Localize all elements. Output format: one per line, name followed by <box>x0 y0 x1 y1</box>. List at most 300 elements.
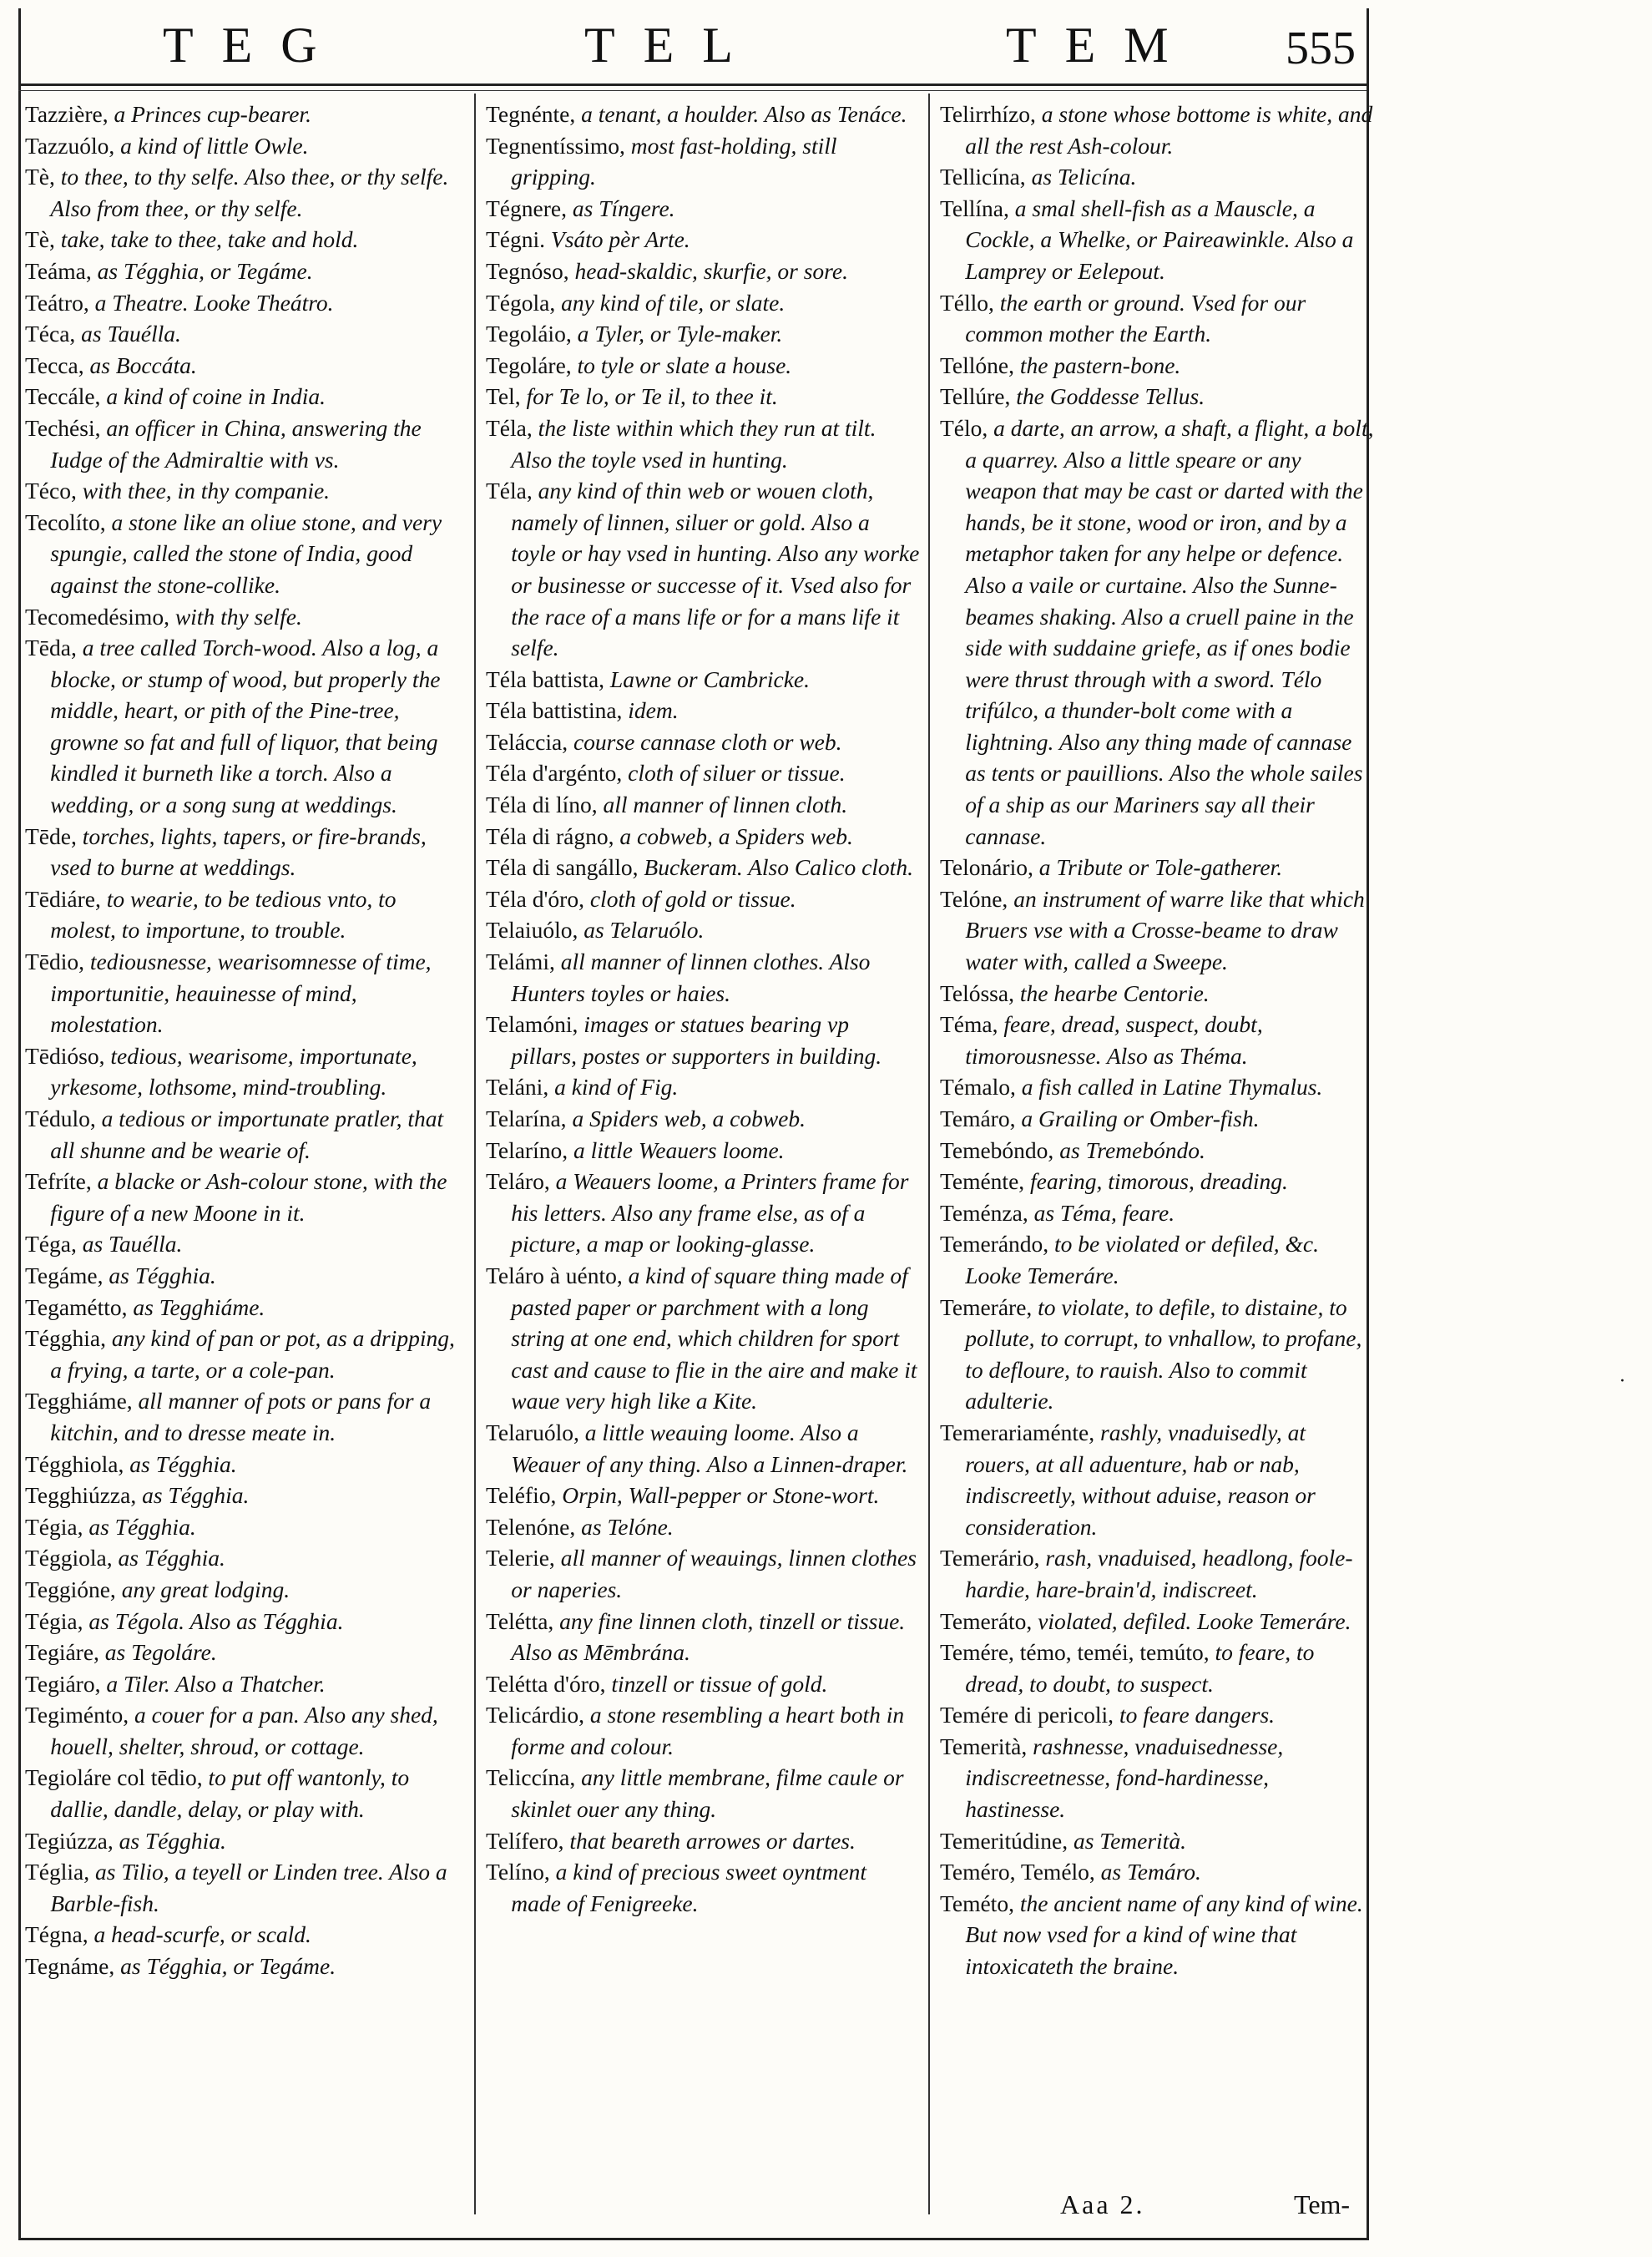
dictionary-entry <box>486 130 920 193</box>
dictionary-entry <box>940 883 1374 978</box>
entry-definition: a darte, an arrow, a shaft, a flight, a bolt, a quarrey. Also a little speare or any weapon that may be cast or darted with the hands, be it stone, wood or iron, and by a metaphor taken for any helpe or defence. Also a vaile or curtaine. Also the Sunne-beames shaking. Also a cruell paine in the side with suddaine griefe, as if ones bodie were thrust through with a sword. Télo trifúlco, a thunder-bolt come with a lightning. Also any thing made of cannase as tents or pauillions. Also the whole sailes of a ship as our Mariners say all their cannase. <box>965 414 1374 849</box>
entry-definition: as Tilio, a teyell or Linden tree. Also a Barble-fish. <box>50 1859 447 1916</box>
entry-headword: Téco, <box>25 478 77 504</box>
entry-definition: a blacke or Ash-colour stone, with the figure of a new Moone in it. <box>50 1168 447 1226</box>
dictionary-entry <box>486 883 920 915</box>
entry-definition: any kind of tile, or slate. <box>555 289 786 316</box>
entry-headword: Temáro, <box>940 1106 1016 1131</box>
dictionary-entry <box>486 1511 920 1543</box>
header-left: TEG <box>163 18 346 73</box>
entry-definition: to tyle or slate a house. <box>571 352 792 378</box>
entry-definition: all manner of linnen clothes. Also Hunters toyles or haies. <box>511 949 871 1006</box>
entry-definition: a kind of little Owle. <box>114 132 309 159</box>
entry-definition: a Weauers loome, a Printers frame for his letters. Also any frame else, as of a picture, a map or looking-glasse. <box>511 1168 909 1258</box>
entry-definition: violated, defiled. Looke Temeráre. <box>1032 1607 1351 1634</box>
dictionary-entry <box>25 1449 459 1480</box>
entry-headword: Tè, <box>25 226 55 253</box>
entry-definition: to feare dangers. <box>1114 1702 1276 1728</box>
entry-definition: a smal shell-fish as a Mauscle, a Cockle, a Whelke, or Paireawinkle. Also a Lamprey or Eelepout. <box>965 195 1354 284</box>
entry-definition: as Telóne. <box>575 1513 674 1540</box>
entry-definition: a couer for a pan. Also any shed, houell, shelter, shroud, or cottage. <box>50 1702 438 1759</box>
entry-headword: Telámi, <box>486 949 555 975</box>
dictionary-entry <box>486 318 920 350</box>
dictionary-entry <box>25 1228 459 1260</box>
dictionary-entry <box>486 1103 920 1135</box>
dictionary-entry <box>486 914 920 946</box>
dictionary-entry <box>25 1637 459 1668</box>
catchword: Tem- <box>1294 2189 1351 2219</box>
entry-definition: feare, dread, suspect, doubt, timorousnesse. Also as Théma. <box>965 1011 1263 1069</box>
entry-definition: the liste within which they run at tilt. Also the toyle vsed in hunting. <box>511 414 877 473</box>
entry-headword: Téla d'óro, <box>486 885 584 912</box>
dictionary-entry <box>486 1480 920 1511</box>
entry-definition: as Tegoláre. <box>99 1639 217 1666</box>
entry-headword: Téllo, <box>940 289 994 316</box>
entry-headword: Téla battista, <box>486 665 605 692</box>
dictionary-entry <box>486 1135 920 1166</box>
entry-definition: as Tauélla. <box>75 321 181 347</box>
dictionary-entry <box>940 1417 1374 1542</box>
dictionary-entry <box>486 1699 920 1762</box>
dictionary-entry <box>486 1606 920 1668</box>
entry-definition: idem. <box>622 697 679 724</box>
entry-definition: a Tribute or Tole-gatherer. <box>1033 854 1283 881</box>
entry-headword: Téla, <box>486 414 533 441</box>
entry-headword: Tégna, <box>25 1921 88 1948</box>
entry-headword: Tefríte, <box>25 1168 92 1195</box>
margin-mark: · <box>1619 1371 1625 1392</box>
dictionary-entry <box>25 632 459 821</box>
entry-headword: Temeráto, <box>940 1607 1033 1634</box>
entry-definition: a Spiders web, a cobweb. <box>566 1106 806 1131</box>
entry-definition: as Tégghia. <box>83 1513 196 1540</box>
entry-definition: as Téma, feare. <box>1028 1199 1175 1226</box>
entry-definition: to violate, to defile, to distaine, to pollute, to corrupt, to vnhallow, to profane, to defloure, to rauish. Also to commit adulterie. <box>965 1293 1362 1414</box>
entry-definition: the hearbe Centorie. <box>1013 979 1210 1006</box>
entry-definition: any fine linnen cloth, tinzell or tissue. Also as Mēmbrána. <box>511 1607 906 1666</box>
dictionary-entry <box>486 789 920 821</box>
entry-headword: Temeritúdine, <box>940 1827 1068 1854</box>
dictionary-entry <box>25 821 459 883</box>
entry-headword: Tegghiúzza, <box>25 1482 137 1509</box>
entry-headword: Tè, <box>25 164 55 190</box>
dictionary-entry <box>486 757 920 789</box>
entry-headword: Teméro, Temélo, <box>940 1859 1095 1885</box>
entry-headword: Téla di sangállo, <box>486 854 639 881</box>
dictionary-entry <box>940 1699 1374 1731</box>
dictionary-entry <box>940 287 1374 350</box>
entry-definition: a tedious or importunate pratler, that all shunne and be wearie of. <box>50 1106 444 1163</box>
entry-headword: Tegoláre, <box>486 352 572 378</box>
dictionary-entry <box>25 946 459 1040</box>
entry-headword: Telaríno, <box>486 1136 568 1163</box>
entry-headword: Telétta d'óro, <box>486 1670 606 1697</box>
entry-definition: torches, lights, tapers, or fire-brands, vsed to burne at weddings. <box>50 822 427 881</box>
entry-headword: Téla battistina, <box>486 697 623 724</box>
dictionary-entry <box>940 1166 1374 1197</box>
entry-definition: Buckeram. Also Calico cloth. <box>638 854 913 881</box>
dictionary-entry <box>940 1009 1374 1071</box>
dictionary-entry <box>940 193 1374 287</box>
dictionary-entry <box>940 412 1374 852</box>
entry-headword: Temerándo, <box>940 1231 1049 1258</box>
dictionary-entry <box>486 1071 920 1103</box>
column-2 <box>486 99 920 2203</box>
entry-definition: tedious, wearisome, importunate, yrkesome, lothsome, mind-troubling. <box>50 1042 417 1101</box>
dictionary-entry <box>25 1574 459 1606</box>
column-divider-1 <box>474 94 476 2214</box>
entry-headword: Tegiáre, <box>25 1639 99 1666</box>
dictionary-entry <box>25 1856 459 1919</box>
entry-definition: a stone whose bottome is white, and all the rest Ash-colour. <box>965 101 1373 159</box>
entry-headword: Teláni, <box>486 1074 549 1101</box>
dictionary-entry <box>940 350 1374 382</box>
header-rule <box>18 83 1367 86</box>
dictionary-entry <box>25 318 459 350</box>
dictionary-entry <box>940 978 1374 1010</box>
dictionary-entry <box>940 1228 1374 1291</box>
entry-definition: as Tégghia. <box>113 1827 226 1854</box>
dictionary-entry <box>486 193 920 225</box>
entry-definition: a tenant, a houlder. Also as Tenáce. <box>575 101 907 127</box>
dictionary-entry <box>486 1542 920 1605</box>
dictionary-entry <box>25 1951 459 1982</box>
dictionary-entry <box>486 287 920 319</box>
dictionary-entry <box>25 256 459 287</box>
entry-headword: Telétta, <box>486 1607 554 1634</box>
entry-definition: a kind of square thing made of pasted paper or parchment with a long string at one end, which children for sport cast and cause to flie in the aire and make it waue very high like a Kite. <box>511 1262 917 1414</box>
dictionary-entry <box>25 1606 459 1637</box>
entry-definition: as Tíngere. <box>566 195 675 221</box>
entry-headword: Tegghiáme, <box>25 1388 133 1414</box>
entry-headword: Tēdio, <box>25 949 85 975</box>
dictionary-entry <box>25 507 459 601</box>
dictionary-entry <box>25 1542 459 1574</box>
entry-headword: Tegamétto, <box>25 1293 128 1320</box>
entry-definition: fearing, timorous, dreading. <box>1024 1168 1288 1195</box>
entry-headword: Teménte, <box>940 1168 1025 1195</box>
entry-headword: Tegnentíssimo, <box>486 132 625 159</box>
entry-headword: Téggiola, <box>25 1545 113 1571</box>
dictionary-entry <box>940 161 1374 193</box>
entry-definition: a fish called in Latine Thymalus. <box>1015 1074 1323 1101</box>
entry-headword: Telarína, <box>486 1106 567 1131</box>
entry-definition: a stone resembling a heart both in forme and colour. <box>511 1702 905 1759</box>
entry-headword: Temére, témo, teméi, temúto, <box>940 1639 1210 1666</box>
entry-definition: any great lodging. <box>115 1576 290 1602</box>
entry-definition: as Tégghia, or Tegáme. <box>91 257 313 284</box>
entry-definition: with thy selfe. <box>169 603 302 630</box>
entry-headword: Tellóne, <box>940 352 1014 378</box>
signature-mark: Aaa 2. <box>1060 2189 1145 2219</box>
entry-definition: that beareth arrowes or dartes. <box>563 1827 856 1854</box>
entry-definition: a Tyler, or Tyle-maker. <box>571 321 783 347</box>
entry-headword: Temére di pericoli, <box>940 1702 1114 1728</box>
dictionary-entry <box>25 1166 459 1228</box>
entry-headword: Tegnóso, <box>486 257 569 284</box>
entry-headword: Telirrhízo, <box>940 101 1036 127</box>
entry-definition: as Temerità. <box>1068 1827 1186 1854</box>
entry-definition: head-skaldic, skurfie, or sore. <box>568 257 848 284</box>
entry-definition: any kind of thin web or wouen cloth, namely of linnen, siluer or gold. Also a toyle or hay vsed in hunting. Also any worke or businesse or successe of it. Vsed also for the race of a mans life or for a mans life it selfe. <box>511 478 920 661</box>
dictionary-entry <box>486 224 920 256</box>
entry-definition: to feare, to dread, to doubt, to suspect. <box>965 1639 1315 1697</box>
dictionary-entry <box>486 1166 920 1260</box>
entry-definition: an officer in China, answering the Iudge of the Admiraltie with vs. <box>50 414 422 473</box>
dictionary-entry <box>25 1260 459 1292</box>
entry-headword: Tellúre, <box>940 383 1011 410</box>
entry-headword: Temerariaménte, <box>940 1419 1095 1445</box>
entry-headword: Telaruólo, <box>486 1419 579 1445</box>
entry-headword: Tégni. <box>486 226 546 253</box>
entry-definition: a cobweb, a Spiders web. <box>614 822 853 849</box>
dictionary-entry <box>486 1825 920 1857</box>
entry-definition: a kind of precious sweet oyntment made of Fenigreeke. <box>511 1859 867 1916</box>
entry-definition: to thee, to thy selfe. Also thee, or thy selfe. Also from thee, or thy selfe. <box>50 164 449 221</box>
entry-definition: images or statues bearing vp pillars, postes or supporters in building. <box>511 1011 882 1069</box>
entry-definition: the ancient name of any kind of wine. But now vsed for a kind of wine that intoxicateth the braine. <box>965 1890 1363 1980</box>
entry-headword: Tēda, <box>25 635 77 661</box>
entry-definition: as Tremebóndo. <box>1053 1136 1205 1163</box>
entry-headword: Tégghiola, <box>25 1450 124 1477</box>
entry-headword: Temebóndo, <box>940 1136 1054 1163</box>
entry-definition: as Tégghia. <box>124 1450 237 1477</box>
entry-headword: Tegáme, <box>25 1262 104 1288</box>
dictionary-entry <box>486 350 920 382</box>
entry-headword: Tegiúzza, <box>25 1827 114 1854</box>
dictionary-entry <box>25 1668 459 1700</box>
header-rule-thin <box>18 90 1367 91</box>
entry-definition: as Tégghia, or Tegáme. <box>114 1953 336 1980</box>
entry-headword: Teláccia, <box>486 728 568 755</box>
entry-headword: Tecca, <box>25 352 84 378</box>
entry-headword: Tellína, <box>940 195 1009 221</box>
entry-headword: Tégghia, <box>25 1325 106 1352</box>
entry-headword: Telíno, <box>486 1859 550 1885</box>
dictionary-entry <box>486 821 920 853</box>
entry-definition: all manner of pots or pans for a kitchin, and to dresse meate in. <box>50 1388 432 1445</box>
dictionary-entry <box>486 1856 920 1919</box>
entry-headword: Tegnénte, <box>486 101 576 127</box>
entry-definition: a Grailing or Omber-fish. <box>1015 1106 1260 1131</box>
dictionary-entry <box>486 1260 920 1417</box>
entry-headword: Télo, <box>940 414 988 441</box>
entry-headword: Téga, <box>25 1231 77 1258</box>
entry-definition: as Temáro. <box>1094 1859 1201 1885</box>
dictionary-entry <box>25 381 459 412</box>
dictionary-entry <box>940 1135 1374 1166</box>
dictionary-entry <box>25 601 459 633</box>
dictionary-entry <box>486 1668 920 1700</box>
entry-headword: Tecolíto, <box>25 509 106 535</box>
entry-definition: to put off wantonly, to dallie, dandle, delay, or play with. <box>50 1764 410 1823</box>
dictionary-entry <box>940 1888 1374 1982</box>
entry-headword: Tecomedésimo, <box>25 603 169 630</box>
entry-definition: the Goddesse Tellus. <box>1010 383 1205 410</box>
entry-definition: as Telicína. <box>1025 164 1137 190</box>
dictionary-entry <box>940 1071 1374 1103</box>
dictionary-entry <box>486 256 920 287</box>
entry-headword: Tégnere, <box>486 195 567 221</box>
entry-headword: Tégia, <box>25 1513 83 1540</box>
entry-headword: Téma, <box>940 1011 998 1038</box>
entry-headword: Temeráre, <box>940 1293 1033 1320</box>
entry-headword: Teáma, <box>25 257 92 284</box>
entry-definition: most fast-holding, still gripping. <box>511 132 837 190</box>
entry-definition: as Tégghia. <box>112 1545 225 1571</box>
entry-definition: as Tégghia. <box>103 1262 216 1288</box>
dictionary-entry <box>25 1480 459 1511</box>
entry-definition: a tree called Torch-wood. Also a log, a blocke, or stump of wood, but properly the middle, heart, or pith of the Pine-tree, growne so fat and full of liquor, that being kindled it burneth like a torch. Also a wedding, or a song sung at weddings. <box>50 635 441 818</box>
dictionary-entry <box>25 1040 459 1103</box>
entry-definition: course cannase cloth or web. <box>568 728 842 755</box>
dictionary-entry <box>486 1762 920 1824</box>
dictionary-entry <box>486 99 920 130</box>
dictionary-entry <box>25 883 459 946</box>
entry-headword: Teliccína, <box>486 1764 576 1791</box>
entry-definition: a head-scurfe, or scald. <box>88 1921 311 1948</box>
entry-headword: Teláro à uénto, <box>486 1262 623 1288</box>
dictionary-entry <box>486 852 920 883</box>
dictionary-entry <box>25 99 459 130</box>
dictionary-entry <box>486 726 920 758</box>
entry-definition: Lawne or Cambricke. <box>604 665 810 692</box>
dictionary-entry <box>940 1292 1374 1417</box>
entry-headword: Teláro, <box>486 1168 550 1195</box>
column-divider-2 <box>928 94 930 2214</box>
entry-definition: as Boccáta. <box>83 352 197 378</box>
entry-headword: Tegoláio, <box>486 321 572 347</box>
entry-headword: Temerità, <box>940 1733 1028 1759</box>
entry-headword: Telerie, <box>486 1545 555 1571</box>
entry-headword: Teménza, <box>940 1199 1028 1226</box>
dictionary-entry <box>486 1417 920 1480</box>
dictionary-entry <box>25 1323 459 1385</box>
entry-definition: as Tégghia. <box>136 1482 250 1509</box>
entry-definition: as Tégola. Also as Tégghia. <box>83 1607 344 1634</box>
entry-headword: Telóne, <box>940 885 1008 912</box>
dictionary-entry <box>486 946 920 1009</box>
dictionary-entry <box>940 99 1374 161</box>
entry-definition: the earth or ground. Vsed for our common mother the Earth. <box>965 289 1306 347</box>
dictionary-entry <box>486 695 920 726</box>
entry-definition: a stone like an oliue stone, and very spungie, called the stone of India, good against the stone-collike. <box>50 509 442 598</box>
entry-definition: a Princes cup-bearer. <box>108 101 311 127</box>
dictionary-entry <box>486 475 920 664</box>
entry-headword: Tegnáme, <box>25 1953 115 1980</box>
entry-headword: Tegiménto, <box>25 1702 129 1728</box>
entry-headword: Tégola, <box>486 289 556 316</box>
dictionary-entry <box>486 1009 920 1071</box>
dictionary-entry <box>486 381 920 412</box>
dictionary-entry <box>940 1825 1374 1857</box>
dictionary-entry <box>25 287 459 319</box>
entry-definition: cloth of siluer or tissue. <box>622 760 846 787</box>
entry-headword: Telamóni, <box>486 1011 578 1038</box>
dictionary-entry <box>940 381 1374 412</box>
entry-definition: a Tiler. Also a Thatcher. <box>100 1670 326 1697</box>
dictionary-entry <box>25 1385 459 1448</box>
entry-headword: Telífero, <box>486 1827 564 1854</box>
entry-definition: a little weauing loome. Also a Weauer of any thing. Also a Linnen-draper. <box>511 1419 908 1477</box>
column-1 <box>25 99 459 2203</box>
entry-definition: a kind of Fig. <box>548 1074 679 1101</box>
entry-headword: Teléfio, <box>486 1482 557 1509</box>
header-right: TEM <box>1006 18 1197 73</box>
entry-definition: to wearie, to be tedious vnto, to molest, to importune, to trouble. <box>50 885 397 944</box>
entry-headword: Telicárdio, <box>486 1702 584 1728</box>
entry-definition: all manner of linnen cloth. <box>597 792 848 818</box>
dictionary-entry <box>25 350 459 382</box>
dictionary-entry <box>25 1919 459 1951</box>
dictionary-entry <box>940 1731 1374 1825</box>
entry-headword: Tazzuólo, <box>25 132 115 159</box>
column-3 <box>940 99 1374 2203</box>
entry-headword: Techési, <box>25 414 101 441</box>
entry-definition: Orpin, Wall-pepper or Stone-wort. <box>556 1482 880 1509</box>
entry-headword: Tegioláre col tēdio, <box>25 1764 203 1791</box>
entry-definition: rashnesse, vnaduisednesse, indiscreetnesse, fond-hardinesse, hastinesse. <box>965 1733 1284 1823</box>
dictionary-entry <box>25 161 459 224</box>
entry-headword: Tēdióso, <box>25 1042 105 1069</box>
entry-definition: for Te lo, or Te il, to thee it. <box>520 383 778 410</box>
dictionary-entry <box>25 475 459 507</box>
entry-definition: as Telaruólo. <box>578 917 705 944</box>
entry-definition: any kind of pan or pot, as a dripping, a frying, a tarte, or a cole-pan. <box>50 1325 455 1383</box>
entry-definition: to be violated or defiled, &c. Looke Temeráre. <box>965 1231 1319 1288</box>
entry-definition: as Tegghiáme. <box>127 1293 265 1320</box>
entry-headword: Tazzière, <box>25 101 109 127</box>
page-number: 555 <box>1286 23 1356 74</box>
entry-headword: Teccále, <box>25 383 101 410</box>
dictionary-entry <box>25 412 459 475</box>
entry-definition: rashly, vnaduisedly, at rouers, at all aduenture, hab or nab, indiscreetly, without aduise, reason or consideration. <box>965 1419 1316 1540</box>
entry-definition: cloth of gold or tissue. <box>584 885 796 912</box>
entry-definition: a little Weauers loome. <box>568 1136 785 1163</box>
dictionary-entry <box>940 1856 1374 1888</box>
entry-definition: a Theatre. Looke Theátro. <box>88 289 334 316</box>
entry-headword: Telaiuólo, <box>486 917 578 944</box>
entry-headword: Téca, <box>25 321 76 347</box>
entry-definition: with thee, in thy companie. <box>76 478 331 504</box>
dictionary-entry <box>25 1762 459 1824</box>
entry-definition: Vsáto pèr Arte. <box>545 226 690 253</box>
dictionary-entry <box>25 224 459 256</box>
dictionary-entry <box>940 852 1374 883</box>
entry-headword: Téla di rágno, <box>486 822 614 849</box>
entry-headword: Tegiáro, <box>25 1670 101 1697</box>
entry-definition: rash, vnaduised, headlong, foole-hardie, hare-brain'd, indiscreet. <box>965 1545 1353 1602</box>
dictionary-entry <box>25 1511 459 1543</box>
dictionary-entry <box>25 1825 459 1857</box>
dictionary-entry <box>25 1699 459 1762</box>
dictionary-entry <box>940 1103 1374 1135</box>
entry-headword: Telonário, <box>940 854 1033 881</box>
entry-headword: Temerário, <box>940 1545 1040 1571</box>
dictionary-entry <box>25 1103 459 1166</box>
dictionary-entry <box>940 1637 1374 1699</box>
entry-definition: all manner of weauings, linnen clothes or naperies. <box>511 1545 917 1602</box>
entry-headword: Témalo, <box>940 1074 1016 1101</box>
entry-headword: Tégia, <box>25 1607 83 1634</box>
entry-definition: an instrument of warre like that which Bruers vse with a Crosse-beame to draw water with, called a Sweepe. <box>965 885 1365 975</box>
entry-definition: tinzell or tissue of gold. <box>605 1670 828 1697</box>
dictionary-entry <box>486 412 920 475</box>
dictionary-entry <box>486 664 920 696</box>
entry-headword: Téla, <box>486 478 533 504</box>
dictionary-entry <box>940 1542 1374 1605</box>
entry-headword: Tēdiáre, <box>25 885 101 912</box>
